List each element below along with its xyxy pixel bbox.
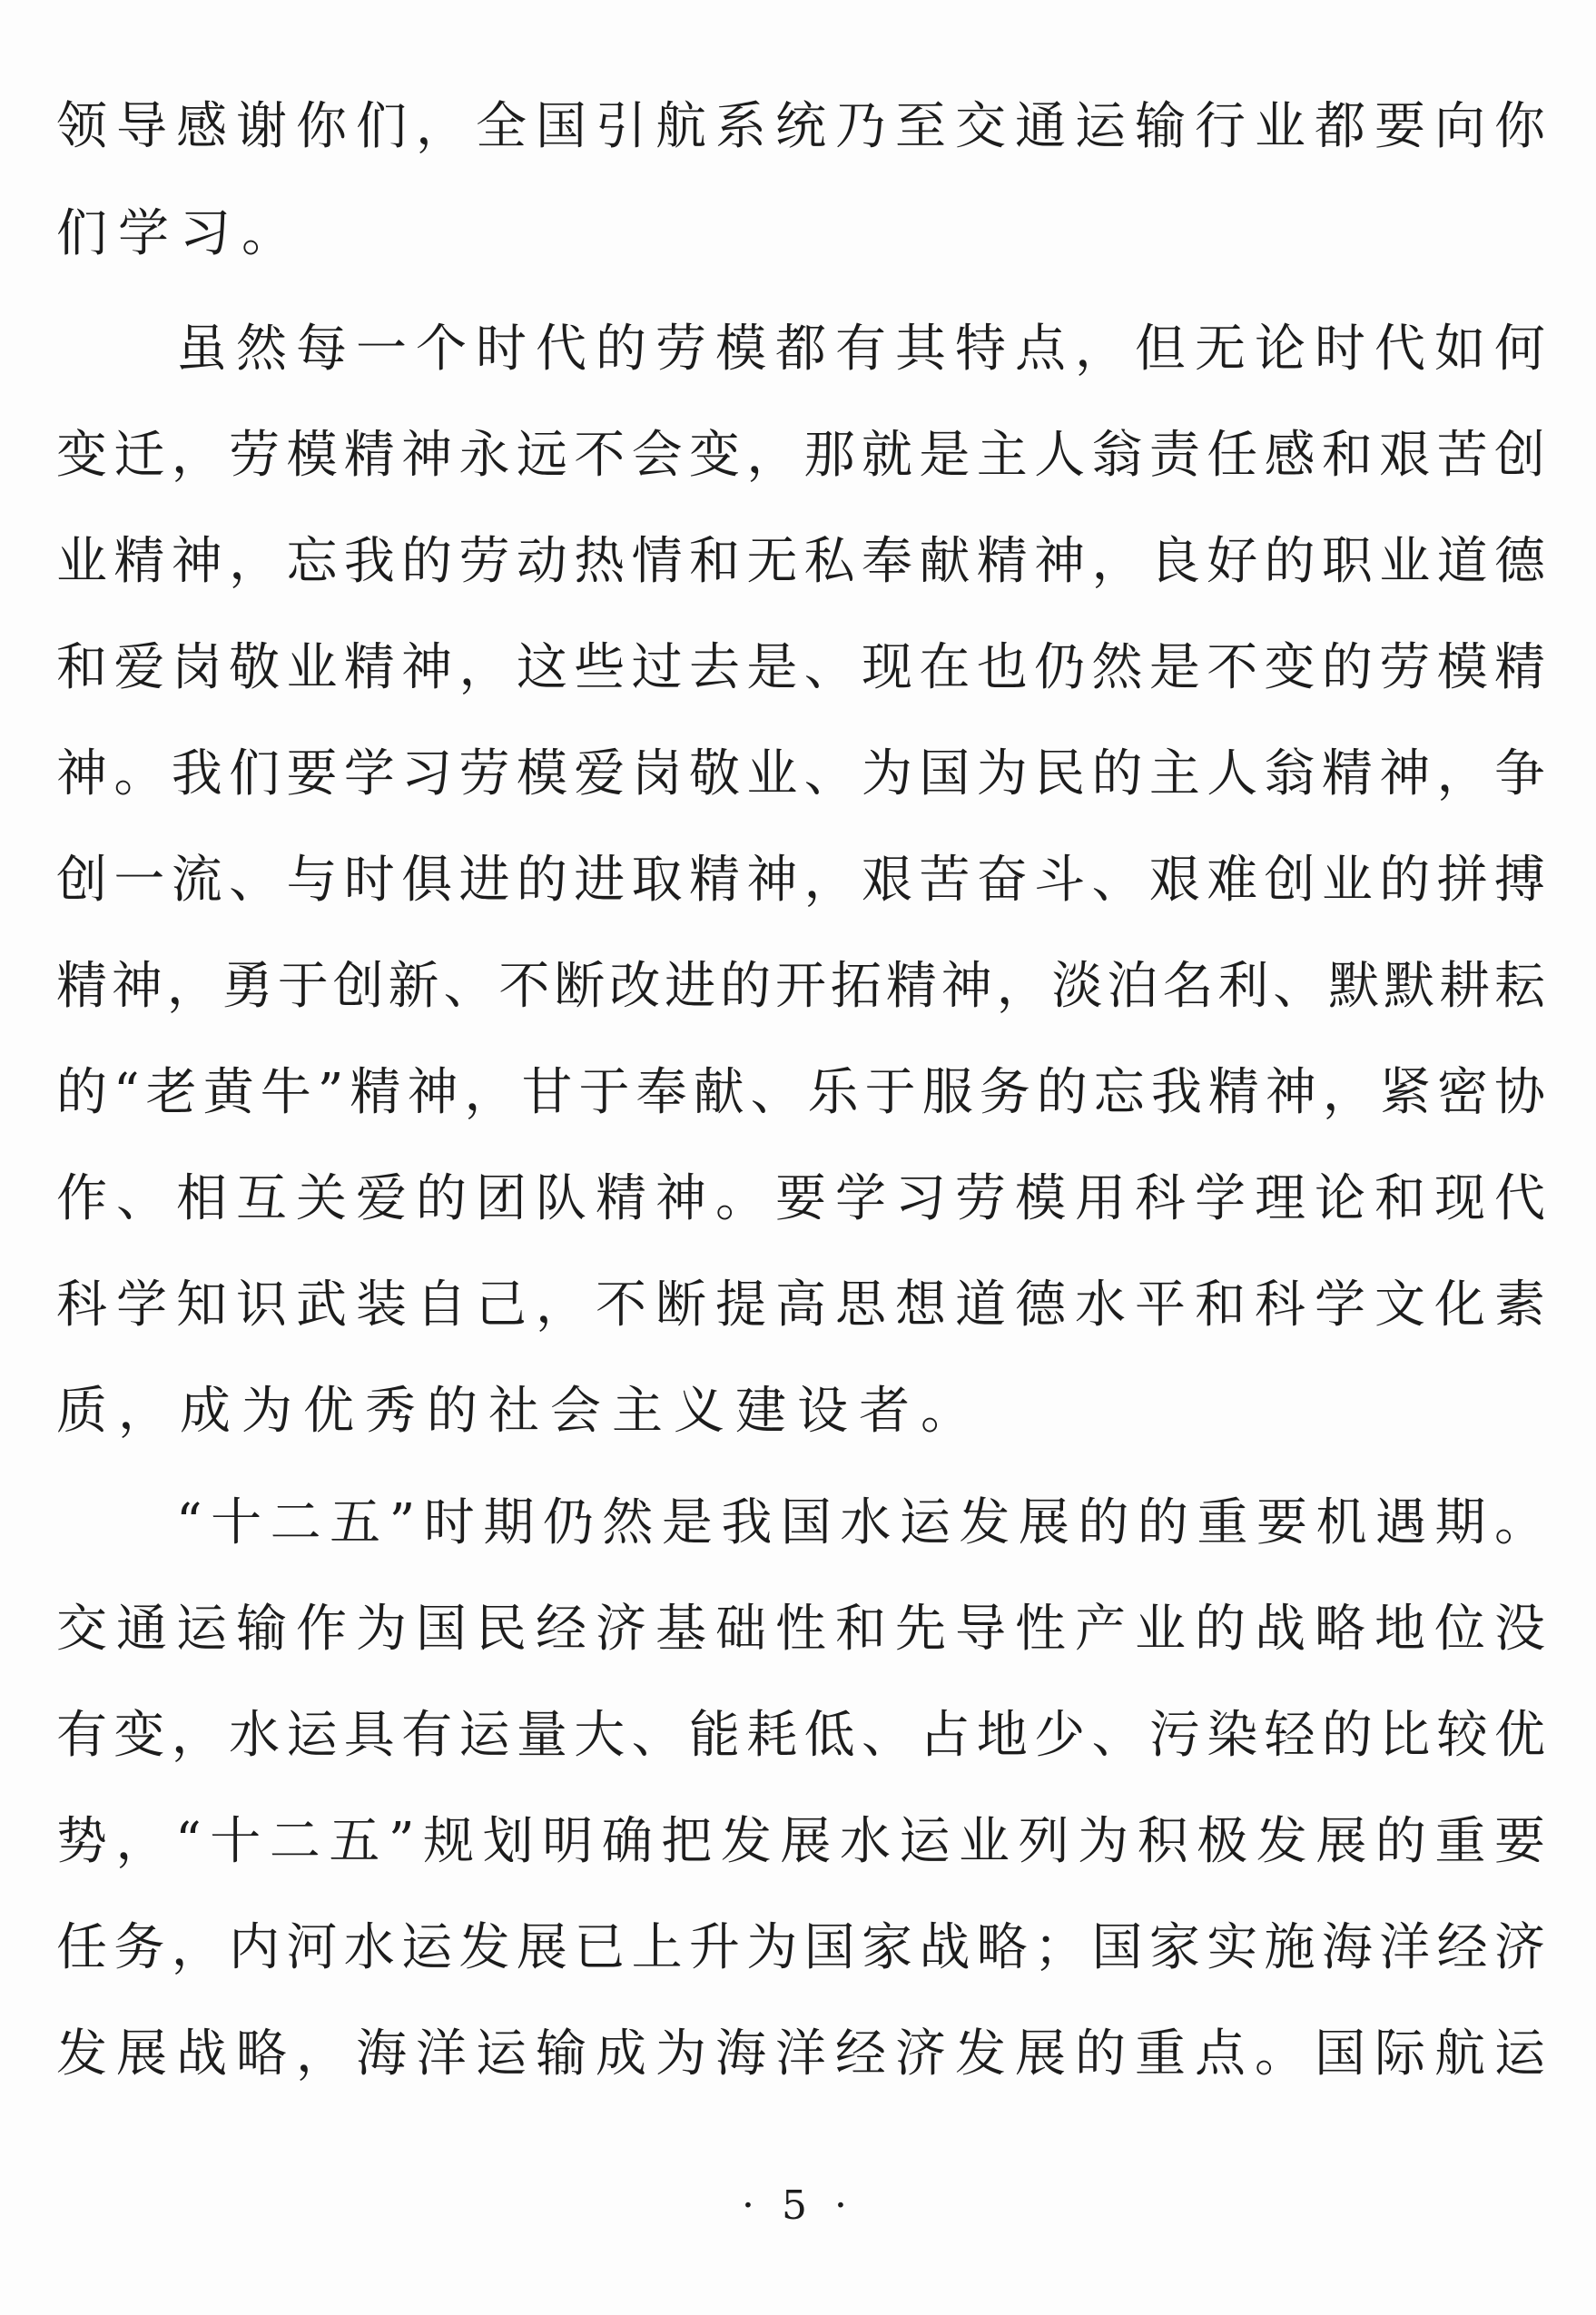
text-line: 势，“十二五”规划明确把发展水运业列为积极发展的重要 bbox=[56, 1812, 1545, 1871]
paragraph-start-line: “十二五”时期仍然是我国水运发展的的重要机遇期。 bbox=[176, 1493, 1545, 1552]
page-number: · 5 · bbox=[742, 2182, 854, 2229]
text-line: 业精神，忘我的劳动热情和无私奉献精神，良好的职业道德 bbox=[56, 532, 1545, 591]
text-line: 任务，内河水运发展已上升为国家战略；国家实施海洋经济 bbox=[56, 1918, 1545, 1977]
paragraph-start-line: 虽然每一个时代的劳模都有其特点，但无论时代如何 bbox=[176, 320, 1545, 379]
text-line: 和爱岗敬业精神，这些过去是、现在也仍然是不变的劳模精 bbox=[56, 638, 1545, 697]
text-line: 神。我们要学习劳模爱岗敬业、为国为民的主人翁精神，争 bbox=[56, 744, 1545, 803]
text-line: 交通运输作为国民经济基础性和先导性产业的战略地位没 bbox=[56, 1600, 1545, 1659]
text-line: 作、相互关爱的团队精神。要学习劳模用科学理论和现代 bbox=[56, 1169, 1545, 1228]
text-line: 发展战略，海洋运输成为海洋经济发展的重点。国际航运 bbox=[56, 2024, 1545, 2084]
text-line: 精神，勇于创新、不断改进的开拓精神，淡泊名利、默默耕耘 bbox=[56, 957, 1545, 1016]
text-line: 领导感谢你们，全国引航系统乃至交通运输行业都要向你 bbox=[56, 97, 1545, 156]
text-line: 变迁，劳模精神永远不会变，那就是主人翁责任感和艰苦创 bbox=[56, 426, 1545, 485]
text-line: 有变，水运具有运量大、能耗低、占地少、污染轻的比较优 bbox=[56, 1706, 1545, 1765]
text-line: 创一流、与时俱进的进取精神，艰苦奋斗、艰难创业的拼搏 bbox=[56, 851, 1545, 910]
text-line: 们学习。 bbox=[56, 204, 303, 263]
text-line: 科学知识武装自己，不断提高思想道德水平和科学文化素 bbox=[56, 1276, 1545, 1335]
text-line: 的“老黄牛”精神，甘于奉献、乐于服务的忘我精神，紧密协 bbox=[56, 1063, 1545, 1122]
text-line: 质，成为优秀的社会主义建设者。 bbox=[56, 1382, 982, 1441]
